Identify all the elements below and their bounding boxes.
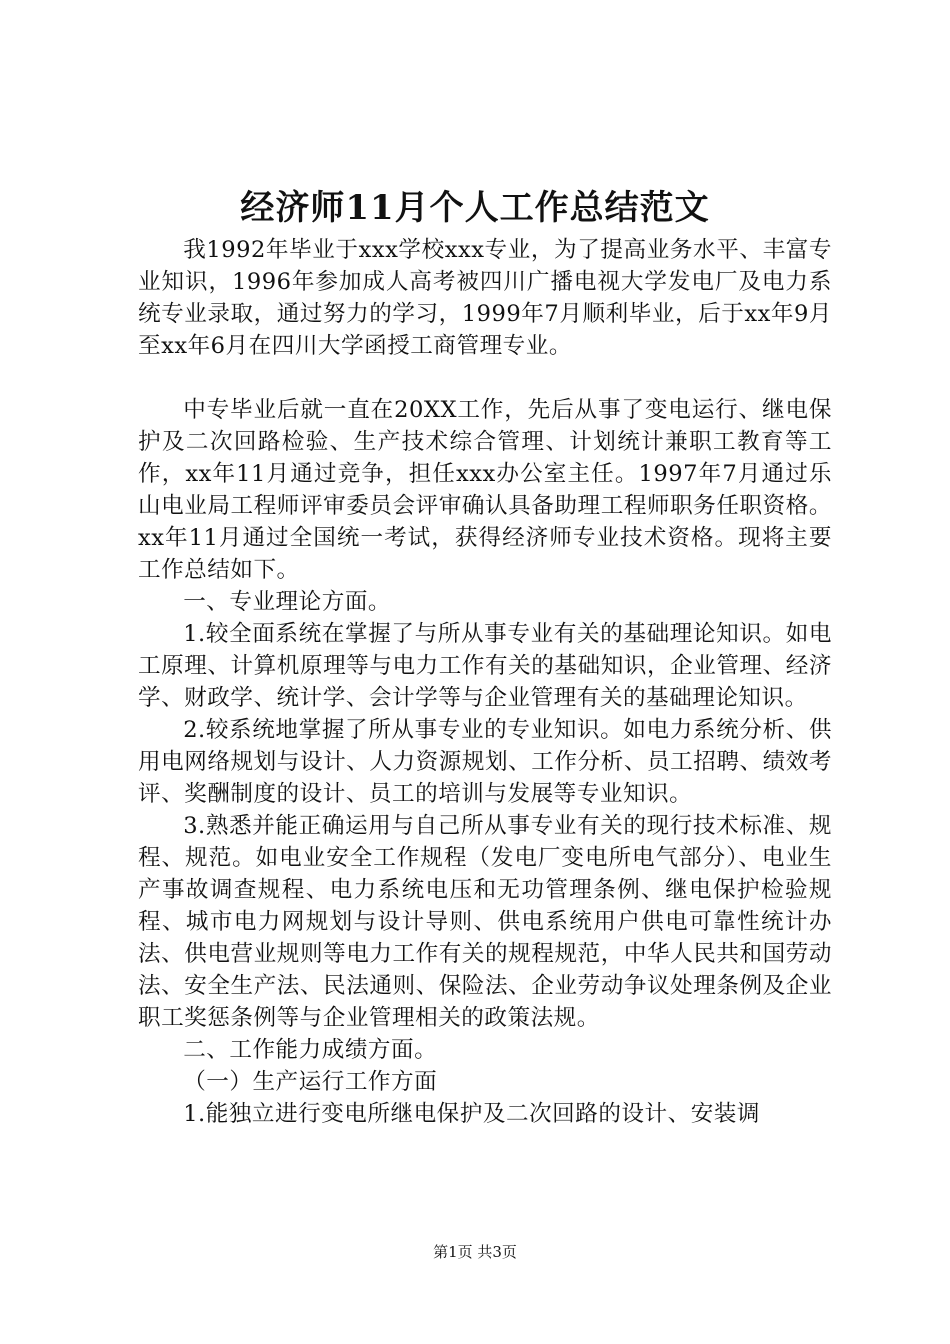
paragraph-work-history: 中专毕业后就一直在20XX工作，先后从事了变电运行、继电保护及二次回路检验、生产技术综合管理、计划统计兼职工教育等工作，xx年11月通过竞争，担任xxx办公室主任。1997年7月通过乐山电业局工程师评审委员会评审确认具备助理工程师职务任职资格。xx年11月通过全国统一考试，获得经济师专业技术资格。现将主要工作总结如下。 — [138, 397, 832, 583]
paragraph-education: 我1992年毕业于xxx学校xxx专业，为了提高业务水平、丰富专业知识，1996年参加成人高考被四川广播电视大学发电厂及电力系统专业录取，通过努力的学习，1999年7月顺利毕业，后于xx年9月至xx年6月在四川大学函授工商管理专业。 — [138, 237, 832, 359]
subsection-heading-operations: （一）生产运行工作方面 — [183, 1069, 438, 1095]
paragraph-theory-1: 1.较全面系统在掌握了与所从事专业有关的基础理论知识。如电工原理、计算机原理等与电力工作有关的基础知识，企业管理、经济学、财政学、统计学、会计学等与企业管理有关的基础理论知识。 — [138, 621, 832, 711]
section-heading-ability: 二、工作能力成绩方面。 — [183, 1037, 438, 1063]
document-title: 经济师11月个人工作总结范文 — [240, 188, 710, 228]
paragraph-theory-3: 3.熟悉并能正确运用与自己所从事专业有关的现行技术标准、规程、规范。如电业安全工作规程（发电厂变电所电气部分）、电业生产事故调查规程、电力系统电压和无功管理条例、继电保护检验规程、城市电力网规划与设计导则、供电系统用户供电可靠性统计办法、供电营业规则等电力工作有关的规程规范，中华人民共和国劳动法、安全生产法、民法通则、保险法、企业劳动争议处理条例及企业职工奖惩条例等与企业管理相关的政策法规。 — [138, 813, 832, 1031]
document-body — [138, 234, 832, 1130]
section-heading-theory: 一、专业理论方面。 — [183, 589, 392, 615]
page-footer: 第1页 共3页 — [433, 1243, 517, 1261]
paragraph-theory-2: 2.较系统地掌握了所从事专业的专业知识。如电力系统分析、供用电网络规划与设计、人力资源规划、工作分析、员工招聘、绩效考评、奖酬制度的设计、员工的培训与发展等专业知识。 — [138, 717, 832, 807]
paragraph-operations-1: 1.能独立进行变电所继电保护及二次回路的设计、安装调 — [183, 1101, 760, 1127]
